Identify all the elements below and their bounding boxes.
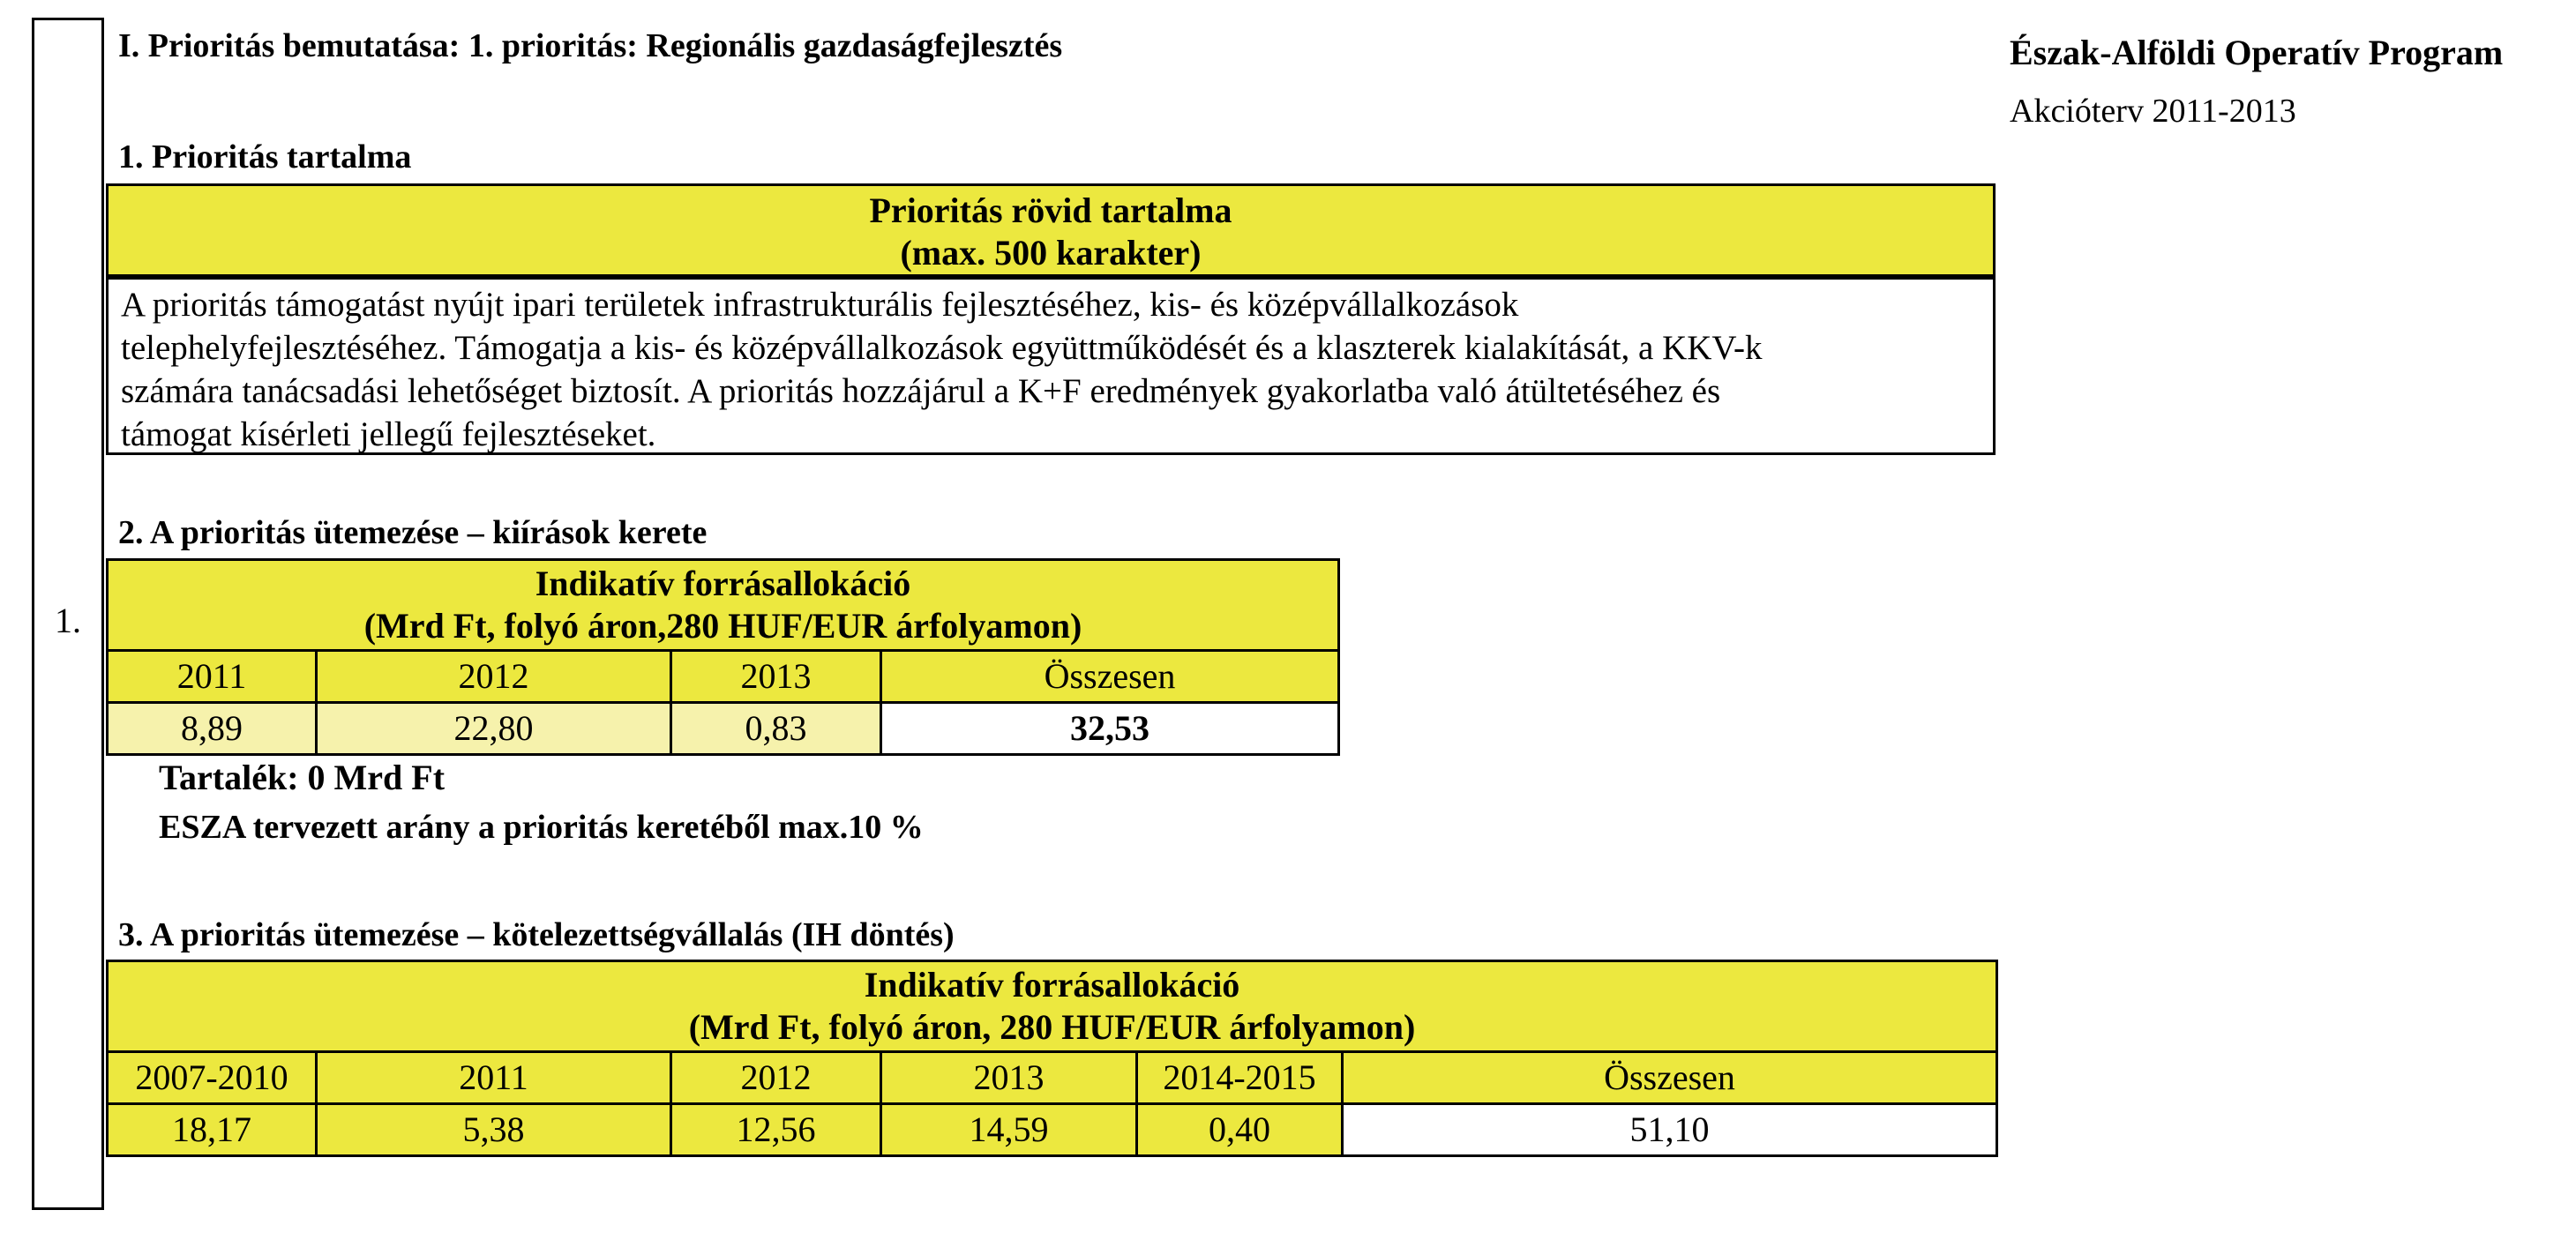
calls-col-header: Összesen: [881, 651, 1339, 703]
calls-allocation-table: [106, 558, 1340, 756]
commitment-value-cell: 14,59: [881, 1104, 1137, 1156]
content-text-box: [106, 274, 1996, 455]
section2-heading: 2. A prioritás ütemezése – kiírások kerete: [118, 514, 708, 551]
content-line: támogat kísérleti jellegű fejlesztéseket.: [121, 415, 656, 453]
calls-col-header: 2012: [317, 651, 671, 703]
content-title-cell: [108, 185, 1995, 279]
content-title-table: [106, 183, 1996, 280]
calls-col-header: 2011: [108, 651, 317, 703]
side-label: 1.: [55, 601, 81, 640]
commitment-col-header: 2013: [881, 1052, 1137, 1104]
commitment-col-header: 2007-2010: [108, 1052, 317, 1104]
commitment-table-title-line2: (Mrd Ft, folyó áron, 280 HUF/EUR árfolyamon): [688, 1007, 1416, 1047]
content-title-line2: (max. 500 karakter): [900, 232, 1202, 273]
calls-value-cell: 22,80: [317, 703, 671, 755]
calls-table-title-line1: Indikatív forrásallokáció: [535, 564, 911, 603]
plan-subtitle: Akcióterv 2011-2013: [2010, 93, 2296, 130]
calls-total-cell: 32,53: [881, 703, 1339, 755]
calls-table-title-line2: (Mrd Ft, folyó áron,280 HUF/EUR árfolyamon): [363, 606, 1082, 646]
commitment-col-header: 2011: [317, 1052, 671, 1104]
page-title: I. Prioritás bemutatása: 1. prioritás: Regionális gazdaságfejlesztés: [118, 27, 1063, 64]
commitment-value-cell: 18,17: [108, 1104, 317, 1156]
commitment-col-header: Összesen: [1343, 1052, 1997, 1104]
commitment-value-cell: 12,56: [671, 1104, 881, 1156]
calls-table-title: [108, 560, 1339, 651]
program-title: Észak-Alföldi Operatív Program: [2010, 33, 2504, 72]
commitment-col-header: 2012: [671, 1052, 881, 1104]
reserve-text: Tartalék: 0 Mrd Ft: [159, 758, 446, 797]
content-line: telephelyfejlesztéséhez. Támogatja a kis- és középvállalkozások együttműködését és a klaszterek kialakítását, a KKV-k: [121, 329, 1763, 367]
calls-value-cell: 0,83: [671, 703, 881, 755]
commitment-value-cell: 0,40: [1137, 1104, 1343, 1156]
content-title-line1: Prioritás rövid tartalma: [869, 190, 1232, 230]
commitment-value-cell: 5,38: [317, 1104, 671, 1156]
section1-heading: 1. Prioritás tartalma: [118, 138, 412, 176]
calls-col-header: 2013: [671, 651, 881, 703]
commitment-total-cell: 51,10: [1343, 1104, 1997, 1156]
commitment-table-title-line1: Indikatív forrásallokáció: [864, 965, 1240, 1005]
content-line: számára tanácsadási lehetőséget biztosít. A prioritás hozzájárul a K+F eredmények gyakorlatba való átültetéséhez és: [121, 372, 1721, 410]
commitment-allocation-table: [106, 960, 1998, 1157]
section3-heading: 3. A prioritás ütemezése – kötelezettségvállalás (IH döntés): [118, 916, 955, 953]
commitment-col-header: 2014-2015: [1137, 1052, 1343, 1104]
commitment-table-title: [108, 961, 1997, 1052]
calls-value-cell: 8,89: [108, 703, 317, 755]
content-line: A prioritás támogatást nyújt ipari területek infrastrukturális fejlesztéséhez, kis- és középvállalkozások: [121, 286, 1519, 324]
esza-text: ESZA tervezett arány a prioritás keretéből max.10 %: [159, 809, 924, 846]
